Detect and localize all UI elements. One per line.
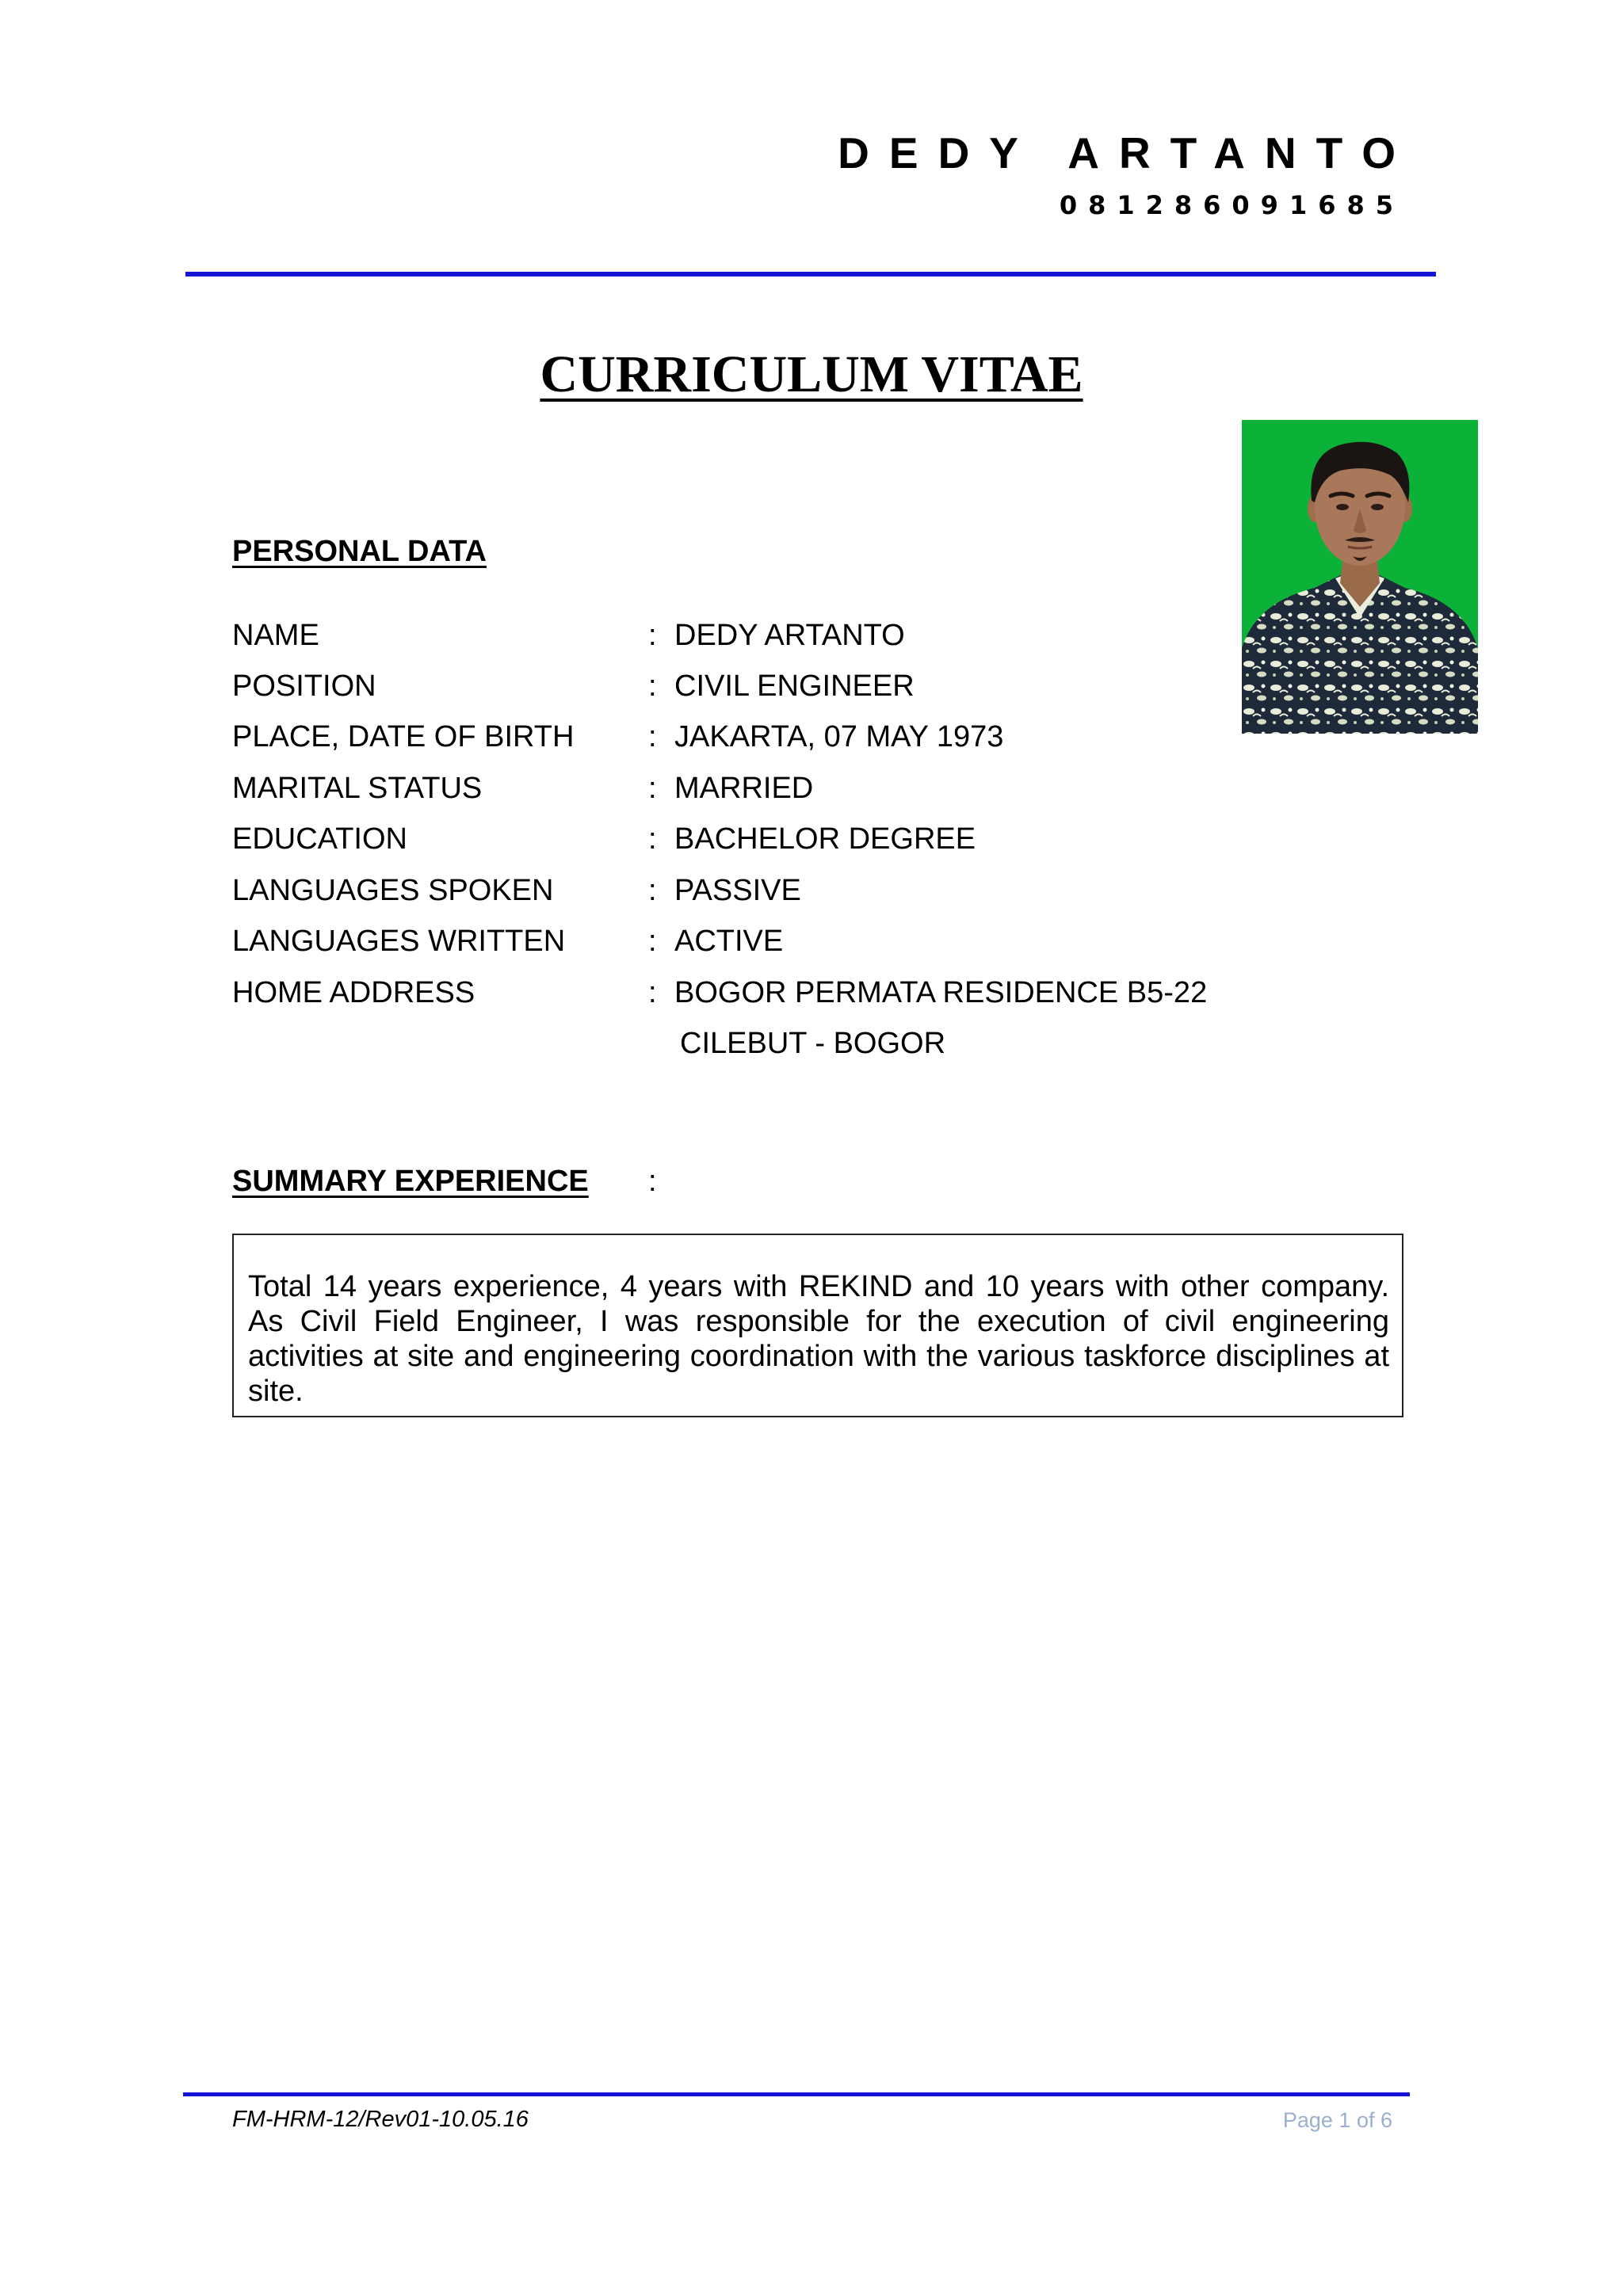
header-divider	[185, 272, 1436, 277]
field-value: BACHELOR DEGREE	[674, 822, 976, 856]
personal-data-heading: PERSONAL DATA	[232, 535, 487, 568]
page-number: Page 1 of 6	[1282, 2108, 1392, 2132]
form-code: FM-HRM-12/Rev01-10.05.16	[232, 2107, 529, 2132]
field-label: NAME	[232, 619, 319, 652]
profile-photo	[1242, 420, 1478, 734]
candidate-phone: 081286091685	[1059, 190, 1404, 220]
field-separator: :	[648, 720, 657, 753]
field-label: LANGUAGES SPOKEN	[232, 874, 554, 907]
field-separator: :	[648, 772, 657, 805]
field-value: MARRIED	[674, 772, 814, 805]
field-value: JAKARTA, 07 MAY 1973	[674, 720, 1004, 753]
field-separator: :	[648, 925, 657, 958]
field-value: DEDY ARTANTO	[674, 619, 905, 652]
summary-box	[232, 1234, 1403, 1417]
document-title	[0, 345, 1623, 403]
field-value: ACTIVE	[674, 925, 784, 958]
field-label: POSITION	[232, 669, 376, 703]
field-separator: :	[648, 874, 657, 907]
field-separator: :	[648, 669, 657, 703]
field-separator: :	[648, 619, 657, 652]
document-title-text: CURRICULUM VITAE	[540, 345, 1083, 403]
field-value: CIVIL ENGINEER	[674, 669, 915, 703]
field-separator: :	[648, 822, 657, 856]
field-label: HOME ADDRESS	[232, 976, 475, 1009]
summary-text: Total 14 years experience, 4 years with REKIND and 10 years with other company. As Civil Field Engineer, I was responsible for the execution of civil engineering activities at site and engineering coordination with the various taskforce disciplines at site.	[248, 1270, 1389, 1408]
candidate-name-header: DEDY ARTANTO	[838, 128, 1415, 177]
field-label: PLACE, DATE OF BIRTH	[232, 720, 575, 753]
address-line-2: CILEBUT - BOGOR	[680, 1027, 946, 1060]
footer-divider	[183, 2092, 1410, 2096]
summary-separator: :	[648, 1165, 657, 1198]
field-label: EDUCATION	[232, 822, 407, 856]
field-label: LANGUAGES WRITTEN	[232, 925, 566, 958]
field-separator: :	[648, 976, 657, 1009]
field-value: PASSIVE	[674, 874, 801, 907]
field-label: MARITAL STATUS	[232, 772, 483, 805]
field-value: BOGOR PERMATA RESIDENCE B5-22	[674, 976, 1208, 1009]
summary-experience-heading: SUMMARY EXPERIENCE	[232, 1165, 589, 1198]
